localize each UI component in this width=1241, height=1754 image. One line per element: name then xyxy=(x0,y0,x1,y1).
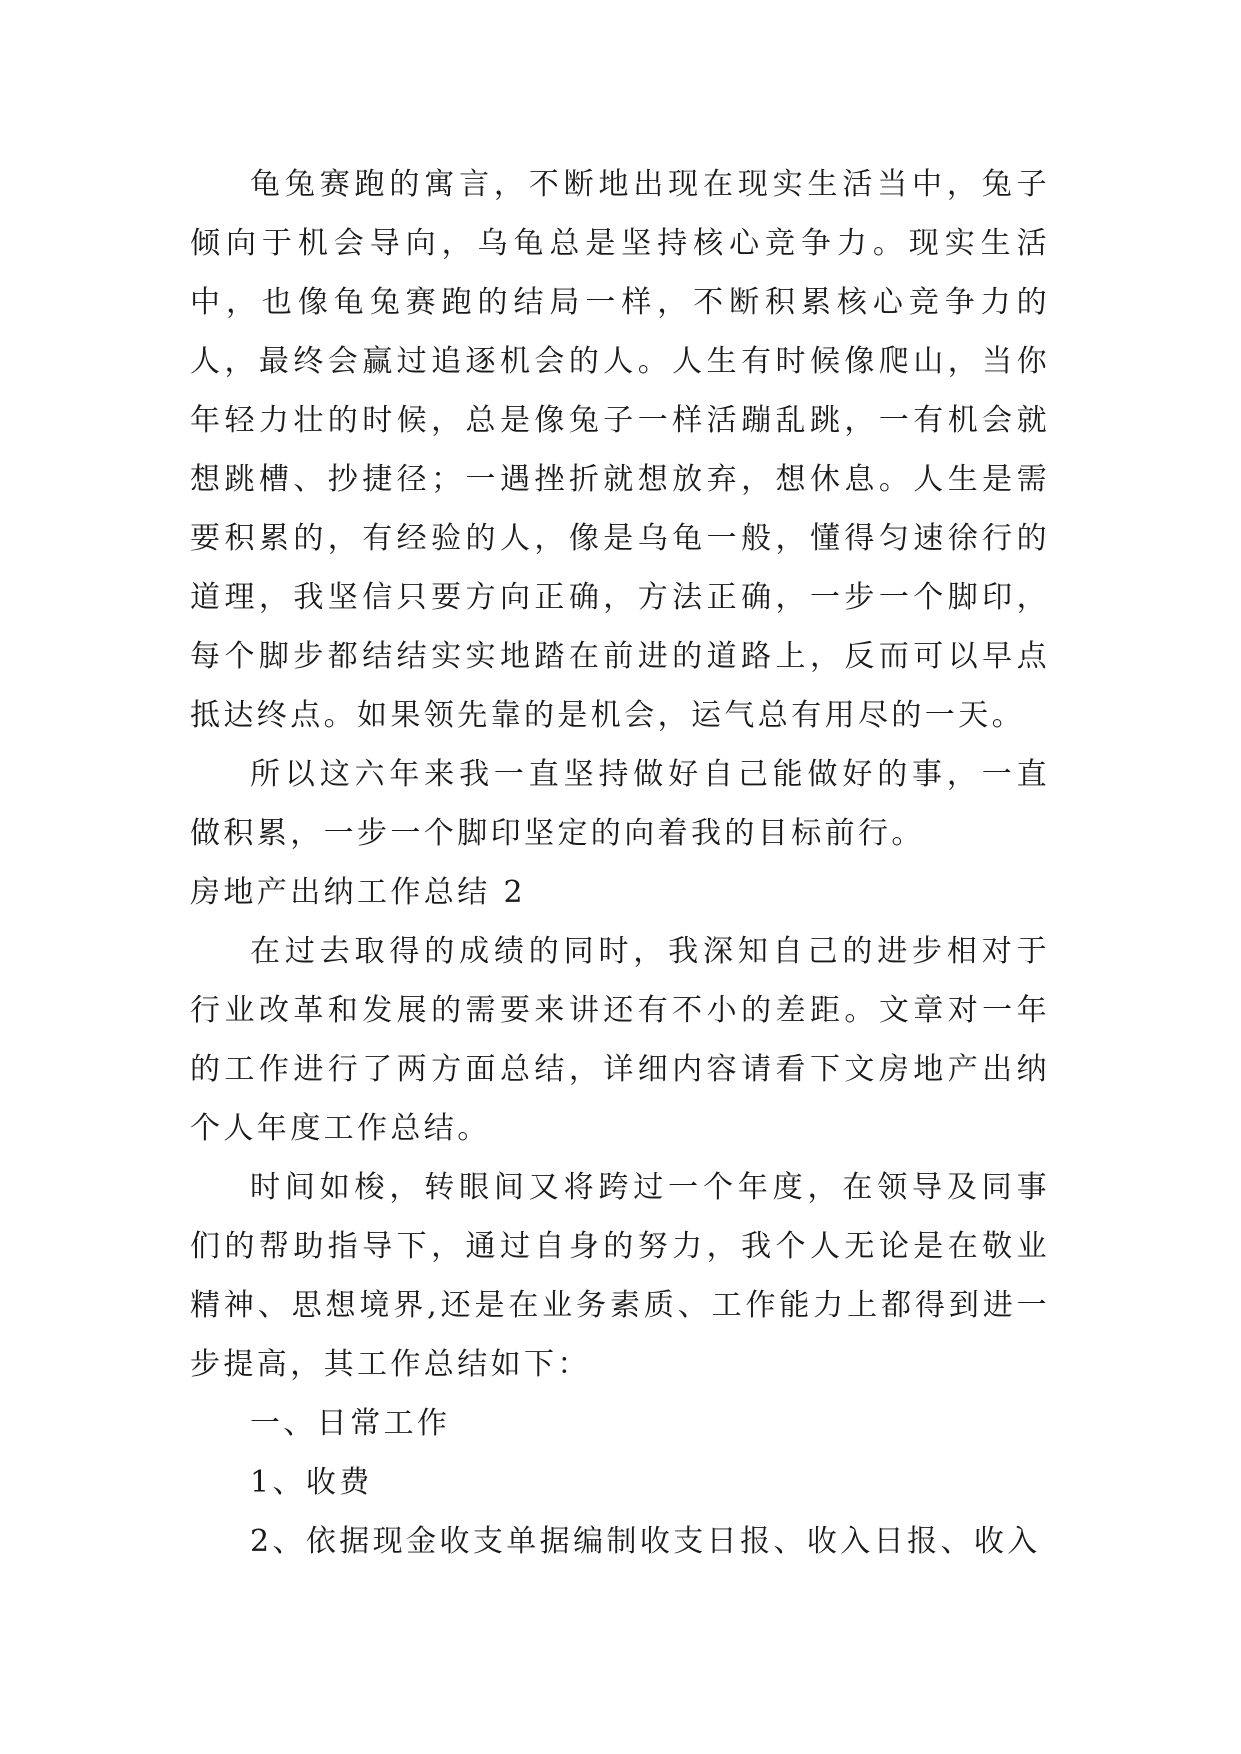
paragraph-tortoise-hare: 龟兔赛跑的寓言，不断地出现在现实生活当中，兔子倾向于机会导向，乌龟总是坚持核心竞争力。现实生活中，也像龟兔赛跑的结局一样，不断积累核心竞争力的人，最终会赢过追逐机会的人。人生有时候像爬山，当你年轻力壮的时候，总是像兔子一样活蹦乱跳，一有机会就想跳槽、抄捷径；一遇挫折就想放弃，想休息。人生是需要积累的，有经验的人，像是乌龟一般，懂得匀速徐行的道理，我坚信只要方向正确，方法正确，一步一个脚印，每个脚步都结结实实地踏在前进的道路上，反而可以早点抵达终点。如果领先靠的是机会，运气总有用尽的一天。 xyxy=(190,167,1050,733)
list-item-daily-report: 2、依据现金收支单据编制收支日报、收入日报、收入 xyxy=(250,1524,1041,1559)
heading-daily-work: 一、日常工作 xyxy=(250,1406,451,1441)
paragraph-past-achievements: 在过去取得的成绩的同时，我深知自己的进步相对于行业改革和发展的需要来讲还有不小的差距。文章对一年的工作进行了两方面总结，详细内容请看下文房地产出纳个人年度工作总结。 xyxy=(190,934,1050,1146)
list-item-fees: 1、收费 xyxy=(250,1465,373,1500)
paragraph-time-flies: 时间如梭，转眼间又将跨过一个年度，在领导及同事们的帮助指导下，通过自身的努力，我个人无论是在敬业精神、思想境界,还是在业务素质、工作能力上都得到进一步提高，其工作总结如下： xyxy=(190,1170,1050,1382)
section-title: 房地产出纳工作总结 2 xyxy=(190,875,527,910)
document-body xyxy=(190,155,1050,1571)
paragraph-six-years: 所以这六年来我一直坚持做好自己能做好的事，一直做积累，一步一个脚印坚定的向着我的目标前行。 xyxy=(190,757,1050,851)
